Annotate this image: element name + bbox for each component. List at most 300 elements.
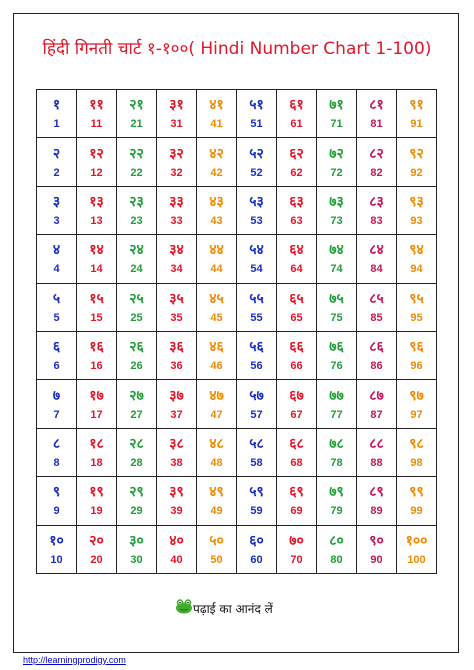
arabic-numeral: 23 [130, 214, 143, 227]
number-cell [77, 138, 117, 186]
number-cell [37, 186, 77, 234]
number-cell [357, 283, 397, 331]
arabic-numeral: 2 [53, 166, 60, 179]
devanagari-numeral: ९४ [409, 242, 424, 259]
arabic-numeral: 76 [330, 360, 343, 373]
page-title: हिंदी गिनती चार्ट १-१००( Hindi Number Chart 1-100) [42, 39, 432, 59]
number-cell [237, 477, 277, 525]
chart-row [37, 380, 437, 428]
arabic-numeral: 52 [250, 166, 263, 179]
arabic-numeral: 28 [130, 456, 143, 469]
arabic-numeral: 38 [170, 456, 183, 469]
arabic-numeral: 26 [130, 360, 143, 373]
arabic-numeral: 66 [290, 360, 303, 373]
arabic-numeral: 24 [130, 263, 143, 276]
arabic-numeral: 60 [250, 553, 263, 566]
number-cell [397, 235, 437, 283]
number-cell [117, 138, 157, 186]
number-cell [237, 283, 277, 331]
devanagari-numeral: १०० [405, 532, 428, 549]
chart-row [37, 138, 437, 186]
arabic-numeral: 82 [370, 166, 383, 179]
arabic-numeral: 93 [410, 214, 423, 227]
chart-row [37, 477, 437, 525]
devanagari-numeral: १४ [89, 242, 104, 259]
devanagari-numeral: ३६ [169, 339, 184, 356]
number-cell [357, 186, 397, 234]
devanagari-numeral: ८८ [369, 435, 384, 452]
devanagari-numeral: ९३ [409, 193, 424, 210]
number-cell [157, 525, 197, 573]
devanagari-numeral: ५० [209, 532, 224, 549]
arabic-numeral: 78 [330, 456, 343, 469]
arabic-numeral: 36 [170, 360, 183, 373]
devanagari-numeral: ६२ [289, 145, 304, 162]
devanagari-numeral: १३ [89, 193, 104, 210]
number-cell [37, 235, 77, 283]
devanagari-numeral: ७९ [329, 484, 344, 501]
arabic-numeral: 98 [410, 456, 423, 469]
devanagari-numeral: ४९ [209, 484, 224, 501]
number-cell [77, 283, 117, 331]
devanagari-numeral: ३१ [169, 97, 184, 114]
devanagari-numeral: ८२ [369, 145, 384, 162]
arabic-numeral: 72 [330, 166, 343, 179]
devanagari-numeral: ९७ [409, 387, 424, 404]
devanagari-numeral: ६८ [289, 435, 304, 452]
number-cell [37, 428, 77, 476]
number-cell [197, 186, 237, 234]
number-cell [317, 138, 357, 186]
arabic-numeral: 19 [90, 505, 103, 518]
arabic-numeral: 33 [170, 214, 183, 227]
number-cell [237, 331, 277, 379]
devanagari-numeral: ६६ [289, 339, 304, 356]
chart-row [37, 525, 437, 573]
arabic-numeral: 45 [210, 311, 223, 324]
number-cell [397, 90, 437, 138]
devanagari-numeral: ९२ [409, 145, 424, 162]
devanagari-numeral: २८ [129, 435, 144, 452]
arabic-numeral: 40 [170, 553, 183, 566]
devanagari-numeral: ४० [169, 532, 184, 549]
number-cell [157, 477, 197, 525]
number-cell [397, 186, 437, 234]
arabic-numeral: 70 [290, 553, 303, 566]
devanagari-numeral: ७४ [329, 242, 344, 259]
arabic-numeral: 99 [410, 505, 423, 518]
arabic-numeral: 32 [170, 166, 183, 179]
number-cell [357, 477, 397, 525]
number-cell [237, 428, 277, 476]
number-cell [117, 186, 157, 234]
arabic-numeral: 27 [130, 408, 143, 421]
devanagari-numeral: ६३ [289, 193, 304, 210]
arabic-numeral: 96 [410, 360, 423, 373]
arabic-numeral: 13 [90, 214, 103, 227]
number-cell [117, 477, 157, 525]
number-cell [157, 380, 197, 428]
arabic-numeral: 86 [370, 360, 383, 373]
number-cell [397, 331, 437, 379]
number-chart-table [36, 89, 437, 574]
devanagari-numeral: ८३ [369, 193, 384, 210]
arabic-numeral: 73 [330, 214, 343, 227]
devanagari-numeral: ५१ [249, 97, 264, 114]
devanagari-numeral: ७ [52, 387, 61, 404]
arabic-numeral: 34 [170, 263, 183, 276]
arabic-numeral: 95 [410, 311, 423, 324]
arabic-numeral: 9 [53, 505, 60, 518]
devanagari-numeral: ६० [249, 532, 264, 549]
devanagari-numeral: ५४ [249, 242, 264, 259]
arabic-numeral: 57 [250, 408, 263, 421]
arabic-numeral: 8 [53, 456, 60, 469]
arabic-numeral: 14 [90, 263, 103, 276]
arabic-numeral: 21 [130, 118, 143, 131]
arabic-numeral: 30 [130, 553, 143, 566]
source-link[interactable]: http://learningprodigy.com [23, 655, 126, 665]
arabic-numeral: 22 [130, 166, 143, 179]
devanagari-numeral: ५३ [249, 193, 264, 210]
arabic-numeral: 84 [370, 263, 383, 276]
devanagari-numeral: १ [52, 97, 61, 114]
number-cell [237, 235, 277, 283]
number-cell [197, 428, 237, 476]
number-cell [317, 331, 357, 379]
number-cell [117, 428, 157, 476]
arabic-numeral: 83 [370, 214, 383, 227]
devanagari-numeral: २५ [129, 290, 144, 307]
devanagari-numeral: ३५ [169, 290, 184, 307]
arabic-numeral: 64 [290, 263, 303, 276]
devanagari-numeral: १७ [89, 387, 104, 404]
footer-message: पढ़ाई का आनंद लें [193, 602, 273, 616]
number-cell [77, 525, 117, 573]
arabic-numeral: 81 [370, 118, 383, 131]
devanagari-numeral: ५२ [249, 145, 264, 162]
number-cell [197, 477, 237, 525]
arabic-numeral: 48 [210, 456, 223, 469]
arabic-numeral: 88 [370, 456, 383, 469]
arabic-numeral: 92 [410, 166, 423, 179]
number-cell [357, 525, 397, 573]
devanagari-numeral: २० [89, 532, 104, 549]
number-cell [37, 380, 77, 428]
devanagari-numeral: ८५ [369, 290, 384, 307]
devanagari-numeral: ३८ [169, 435, 184, 452]
number-cell [197, 331, 237, 379]
devanagari-numeral: ६७ [289, 387, 304, 404]
arabic-numeral: 5 [53, 311, 60, 324]
arabic-numeral: 56 [250, 360, 263, 373]
devanagari-numeral: २९ [129, 484, 144, 501]
number-cell [277, 525, 317, 573]
devanagari-numeral: २२ [129, 145, 144, 162]
number-cell [197, 283, 237, 331]
number-cell [37, 138, 77, 186]
number-cell [77, 331, 117, 379]
devanagari-numeral: ३२ [169, 145, 184, 162]
arabic-numeral: 41 [210, 118, 223, 131]
number-cell [157, 235, 197, 283]
devanagari-numeral: ७१ [329, 97, 344, 114]
devanagari-numeral: ६ [52, 339, 61, 356]
number-cell [197, 90, 237, 138]
number-cell [157, 331, 197, 379]
arabic-numeral: 68 [290, 456, 303, 469]
arabic-numeral: 42 [210, 166, 223, 179]
number-cell [357, 380, 397, 428]
chart-row [37, 331, 437, 379]
devanagari-numeral: २४ [129, 242, 144, 259]
devanagari-numeral: २ [52, 145, 61, 162]
arabic-numeral: 90 [370, 553, 383, 566]
devanagari-numeral: ७६ [329, 339, 344, 356]
arabic-numeral: 55 [250, 311, 263, 324]
devanagari-numeral: ४६ [209, 339, 224, 356]
arabic-numeral: 62 [290, 166, 303, 179]
arabic-numeral: 79 [330, 505, 343, 518]
number-cell [277, 331, 317, 379]
number-cell [237, 380, 277, 428]
arabic-numeral: 20 [90, 553, 103, 566]
devanagari-numeral: ८० [329, 532, 344, 549]
arabic-numeral: 100 [407, 553, 426, 566]
frog-icon [174, 598, 194, 614]
devanagari-numeral: ९१ [409, 97, 424, 114]
arabic-numeral: 7 [53, 408, 60, 421]
number-cell [357, 331, 397, 379]
arabic-numeral: 37 [170, 408, 183, 421]
arabic-numeral: 65 [290, 311, 303, 324]
number-cell [117, 380, 157, 428]
devanagari-numeral: ५६ [249, 339, 264, 356]
devanagari-numeral: ४३ [209, 193, 224, 210]
number-cell [77, 380, 117, 428]
number-cell [397, 477, 437, 525]
devanagari-numeral: ७५ [329, 290, 344, 307]
devanagari-numeral: ६१ [289, 97, 304, 114]
devanagari-numeral: ५९ [249, 484, 264, 501]
arabic-numeral: 97 [410, 408, 423, 421]
number-cell [117, 331, 157, 379]
number-cell [37, 90, 77, 138]
devanagari-numeral: १५ [89, 290, 104, 307]
devanagari-numeral: ८९ [369, 484, 384, 501]
number-cell [37, 525, 77, 573]
number-cell [277, 186, 317, 234]
devanagari-numeral: ६९ [289, 484, 304, 501]
devanagari-numeral: २६ [129, 339, 144, 356]
number-cell [317, 283, 357, 331]
number-cell [237, 90, 277, 138]
devanagari-numeral: ९८ [409, 435, 424, 452]
devanagari-numeral: ५५ [249, 290, 264, 307]
number-cell [197, 380, 237, 428]
devanagari-numeral: ८१ [369, 97, 384, 114]
arabic-numeral: 85 [370, 311, 383, 324]
arabic-numeral: 29 [130, 505, 143, 518]
devanagari-numeral: २७ [129, 387, 144, 404]
devanagari-numeral: ७७ [329, 387, 344, 404]
arabic-numeral: 74 [330, 263, 343, 276]
devanagari-numeral: ८६ [369, 339, 384, 356]
devanagari-numeral: ५ [52, 290, 61, 307]
devanagari-numeral: ४४ [209, 242, 224, 259]
devanagari-numeral: ४७ [209, 387, 224, 404]
arabic-numeral: 10 [50, 553, 63, 566]
number-cell [317, 235, 357, 283]
chart-row [37, 186, 437, 234]
number-cell [37, 331, 77, 379]
devanagari-numeral: ११ [89, 97, 104, 114]
number-cell [397, 138, 437, 186]
arabic-numeral: 49 [210, 505, 223, 518]
arabic-numeral: 4 [53, 263, 60, 276]
arabic-numeral: 61 [290, 118, 303, 131]
arabic-numeral: 16 [90, 360, 103, 373]
arabic-numeral: 75 [330, 311, 343, 324]
arabic-numeral: 43 [210, 214, 223, 227]
arabic-numeral: 91 [410, 118, 423, 131]
number-cell [317, 90, 357, 138]
number-cell [157, 90, 197, 138]
devanagari-numeral: ३७ [169, 387, 184, 404]
devanagari-numeral: २१ [129, 97, 144, 114]
number-cell [277, 90, 317, 138]
number-cell [357, 235, 397, 283]
chart-row [37, 428, 437, 476]
number-cell [237, 186, 277, 234]
number-cell [77, 477, 117, 525]
arabic-numeral: 51 [250, 118, 263, 131]
devanagari-numeral: ३० [129, 532, 144, 549]
number-cell [277, 138, 317, 186]
number-cell [317, 186, 357, 234]
number-cell [117, 525, 157, 573]
number-cell [77, 235, 117, 283]
devanagari-numeral: ६५ [289, 290, 304, 307]
devanagari-numeral: ८७ [369, 387, 384, 404]
number-cell [277, 477, 317, 525]
number-cell [317, 380, 357, 428]
number-cell [277, 283, 317, 331]
devanagari-numeral: ३३ [169, 193, 184, 210]
devanagari-numeral: १८ [89, 435, 104, 452]
number-cell [77, 428, 117, 476]
arabic-numeral: 71 [330, 118, 343, 131]
devanagari-numeral: ४ [52, 242, 61, 259]
number-cell [77, 186, 117, 234]
arabic-numeral: 6 [53, 360, 60, 373]
number-cell [397, 525, 437, 573]
number-cell [157, 138, 197, 186]
devanagari-numeral: ४८ [209, 435, 224, 452]
devanagari-numeral: ४१ [209, 97, 224, 114]
arabic-numeral: 50 [210, 553, 223, 566]
number-cell [157, 186, 197, 234]
arabic-numeral: 44 [210, 263, 223, 276]
arabic-numeral: 15 [90, 311, 103, 324]
devanagari-numeral: ३ [52, 193, 61, 210]
number-cell [357, 138, 397, 186]
devanagari-numeral: ७२ [329, 145, 344, 162]
devanagari-numeral: ५८ [249, 435, 264, 452]
number-cell [317, 477, 357, 525]
chart-row [37, 90, 437, 138]
devanagari-numeral: २३ [129, 193, 144, 210]
devanagari-numeral: ५७ [249, 387, 264, 404]
number-cell [277, 380, 317, 428]
devanagari-numeral: १२ [89, 145, 104, 162]
number-cell [197, 138, 237, 186]
arabic-numeral: 31 [170, 118, 183, 131]
number-cell [37, 283, 77, 331]
arabic-numeral: 35 [170, 311, 183, 324]
arabic-numeral: 1 [53, 118, 60, 131]
devanagari-numeral: ८ [52, 435, 61, 452]
arabic-numeral: 69 [290, 505, 303, 518]
number-cell [117, 90, 157, 138]
number-cell [197, 525, 237, 573]
arabic-numeral: 47 [210, 408, 223, 421]
devanagari-numeral: ६४ [289, 242, 304, 259]
devanagari-numeral: ७३ [329, 193, 344, 210]
arabic-numeral: 63 [290, 214, 303, 227]
arabic-numeral: 18 [90, 456, 103, 469]
number-cell [397, 428, 437, 476]
devanagari-numeral: ९९ [409, 484, 424, 501]
number-cell [277, 428, 317, 476]
number-cell [397, 283, 437, 331]
devanagari-numeral: १६ [89, 339, 104, 356]
number-cell [117, 235, 157, 283]
arabic-numeral: 89 [370, 505, 383, 518]
number-chart-body [37, 90, 437, 574]
arabic-numeral: 59 [250, 505, 263, 518]
devanagari-numeral: ९६ [409, 339, 424, 356]
devanagari-numeral: ९ [52, 484, 61, 501]
devanagari-numeral: ७८ [329, 435, 344, 452]
devanagari-numeral: १० [49, 532, 64, 549]
number-cell [37, 477, 77, 525]
number-cell [317, 428, 357, 476]
arabic-numeral: 94 [410, 263, 423, 276]
arabic-numeral: 58 [250, 456, 263, 469]
devanagari-numeral: ३९ [169, 484, 184, 501]
arabic-numeral: 67 [290, 408, 303, 421]
devanagari-numeral: ८४ [369, 242, 384, 259]
number-cell [357, 428, 397, 476]
arabic-numeral: 53 [250, 214, 263, 227]
devanagari-numeral: ३४ [169, 242, 184, 259]
number-cell [157, 428, 197, 476]
number-cell [157, 283, 197, 331]
arabic-numeral: 11 [90, 118, 103, 131]
devanagari-numeral: ९५ [409, 290, 424, 307]
number-cell [317, 525, 357, 573]
arabic-numeral: 54 [250, 263, 263, 276]
arabic-numeral: 3 [53, 214, 60, 227]
number-cell [357, 90, 397, 138]
devanagari-numeral: ९० [369, 532, 384, 549]
devanagari-numeral: ७० [289, 532, 304, 549]
arabic-numeral: 46 [210, 360, 223, 373]
number-cell [397, 380, 437, 428]
arabic-numeral: 12 [90, 166, 103, 179]
arabic-numeral: 87 [370, 408, 383, 421]
